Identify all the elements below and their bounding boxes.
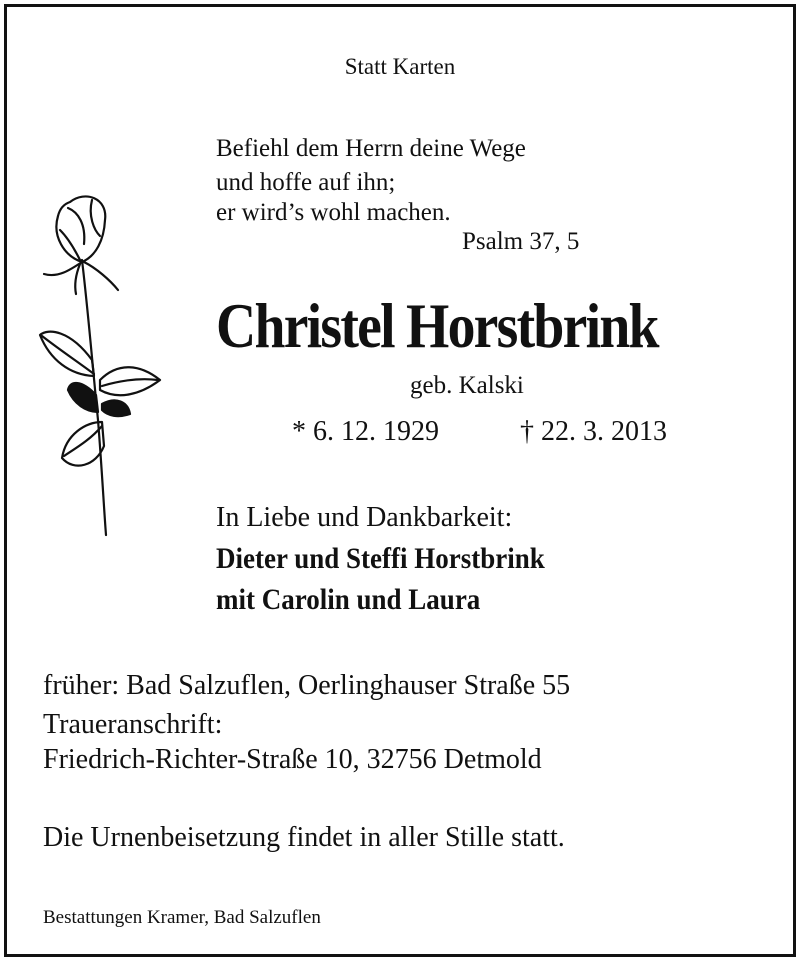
deceased-name: Christel Horstbrink <box>216 290 658 361</box>
birth-date: * 6. 12. 1929 <box>292 416 439 447</box>
mourning-address: Friedrich-Richter-Straße 10, 32756 Detmold <box>43 744 542 775</box>
mourner-names: Dieter und Steffi Horstbrink <box>216 542 545 575</box>
verse-line: er wird’s wohl machen. <box>216 199 451 226</box>
maiden-name: geb. Kalski <box>410 372 524 399</box>
header-text: Statt Karten <box>344 54 456 79</box>
rose-icon <box>30 190 165 545</box>
mourner-names: mit Carolin und Laura <box>216 583 481 616</box>
former-address: früher: Bad Salzuflen, Oerlinghauser Straße 55 <box>43 670 571 701</box>
verse-line: und hoffe auf ihn; <box>216 169 396 196</box>
verse-line: Befiehl dem Herrn deine Wege <box>216 135 526 162</box>
mourners-intro: In Liebe und Dankbarkeit: <box>216 502 513 533</box>
burial-notice: Die Urnenbeisetzung findet in aller Stille statt. <box>43 822 565 853</box>
mourning-address-label: Traueranschrift: <box>43 709 223 740</box>
verse-reference: Psalm 37, 5 <box>462 228 580 255</box>
death-date: † 22. 3. 2013 <box>520 416 667 447</box>
funeral-home: Bestattungen Kramer, Bad Salzuflen <box>43 907 321 928</box>
